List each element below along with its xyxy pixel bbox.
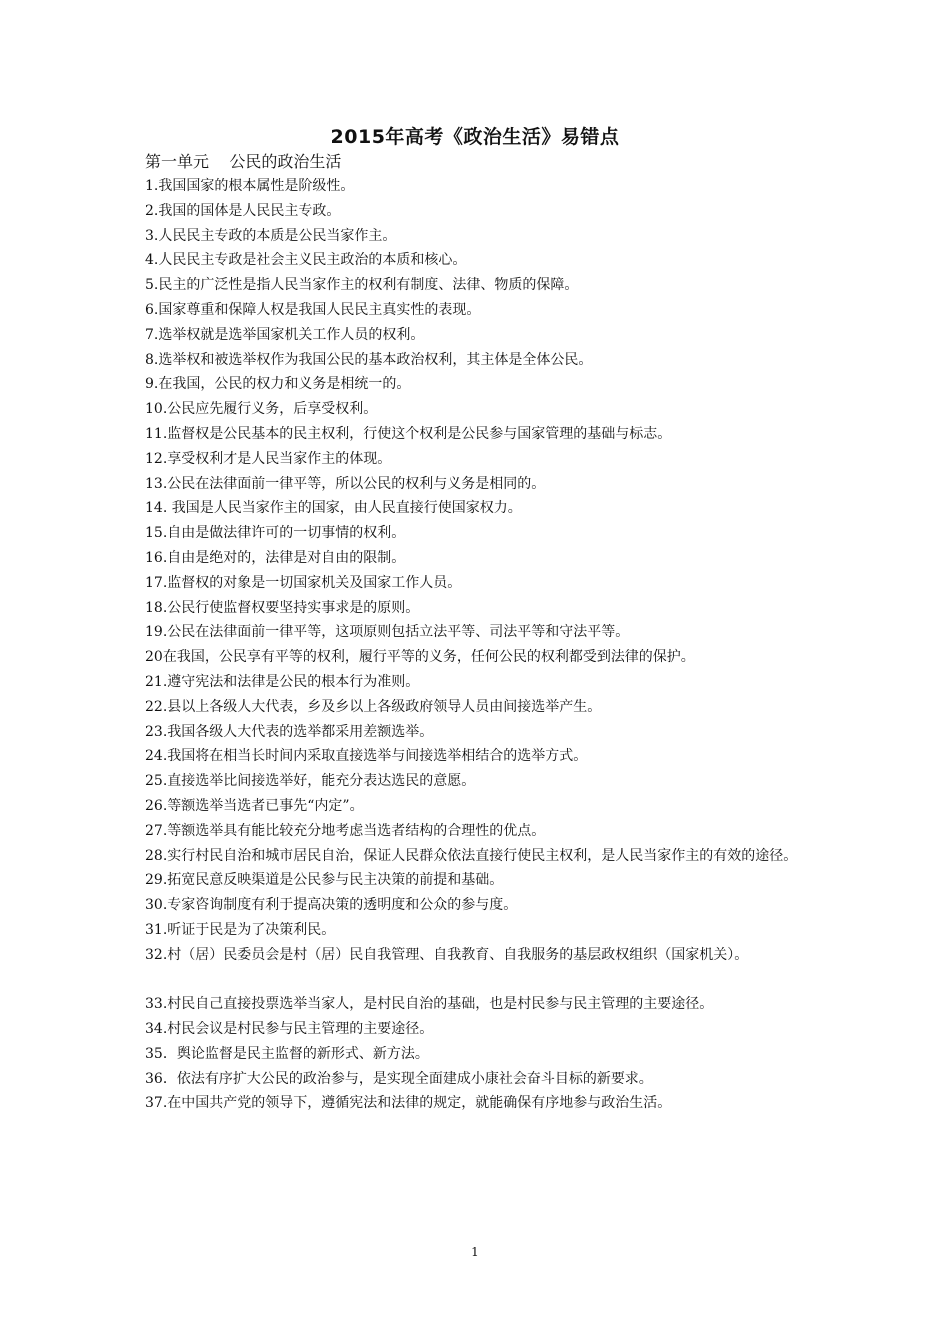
list-item: 1.我国国家的根本属性是阶级性。 — [145, 178, 355, 194]
list-item: 37.在中国共产党的领导下，遵循宪法和法律的规定，就能确保有序地参与政治生活。 — [145, 1095, 672, 1112]
list-item: 11.监督权是公民基本的民主权利，行使这个权利是公民参与国家管理的基础与标志。 — [145, 425, 672, 442]
list-item: 32.村（居）民委员会是村（居）民自我管理、自我教育、自我服务的基层政权组织（国家机关）。 — [145, 946, 749, 963]
list-item: 22.县以上各级人大代表，乡及乡以上各级政府领导人员由间接选举产生。 — [145, 698, 602, 715]
list-item: 31.听证于民是为了决策利民。 — [145, 921, 336, 938]
list-item: 29.拓宽民意反映渠道是公民参与民主决策的前提和基础。 — [145, 872, 504, 889]
list-item: 24.我国将在相当长时间内采取直接选举与间接选举相结合的选举方式。 — [145, 748, 588, 765]
error-point-list — [145, 174, 825, 1116]
list-item: 6.国家尊重和保障人权是我国人民民主真实性的表现。 — [145, 301, 481, 318]
list-item: 20在我国，公民享有平等的权利，履行平等的义务，任何公民的权利都受到法律的保护。 — [145, 649, 695, 666]
list-item: 5.民主的广泛性是指人民当家作主的权利有制度、法律、物质的保障。 — [145, 277, 579, 294]
list-item: 30.专家咨询制度有利于提高决策的透明度和公众的参与度。 — [145, 897, 518, 914]
list-item: 4.人民民主专政是社会主义民主政治的本质和核心。 — [145, 252, 467, 269]
list-item: 36．依法有序扩大公民的政治参与，是实现全面建成小康社会奋斗目标的新要求。 — [145, 1070, 653, 1087]
list-item: 7.选举权就是选举国家机关工作人员的权利。 — [145, 326, 425, 343]
list-item: 14. 我国是人民当家作主的国家，由人民直接行使国家权力。 — [145, 500, 522, 517]
list-item: 15.自由是做法律许可的一切事情的权利。 — [145, 525, 406, 542]
list-item: 34.村民会议是村民参与民主管理的主要途径。 — [145, 1021, 434, 1038]
list-item: 35．舆论监督是民主监督的新形式、新方法。 — [145, 1045, 429, 1062]
list-item: 8.选举权和被选举权作为我国公民的基本政治权利，其主体是全体公民。 — [145, 351, 593, 368]
list-item: 13.公民在法律面前一律平等，所以公民的权利与义务是相同的。 — [145, 475, 546, 492]
list-item: 3.人民民主专政的本质是公民当家作主。 — [145, 227, 397, 244]
list-item: 27.等额选举具有能比较充分地考虑当选者结构的合理性的优点。 — [145, 822, 546, 839]
list-item: 10.公民应先履行义务，后享受权利。 — [145, 401, 378, 418]
list-item: 2.我国的国体是人民民主专政。 — [145, 202, 341, 219]
section-heading: 第一单元 公民的政治生活 — [145, 152, 342, 171]
list-item: 28.实行村民自治和城市居民自治，保证人民群众依法直接行使民主权利，是人民当家作主的有效的途径。 — [145, 847, 798, 864]
list-item: 12.享受权利才是人民当家作主的体现。 — [145, 450, 392, 467]
list-item: 18.公民行使监督权要坚持实事求是的原则。 — [145, 599, 420, 616]
list-item: 33.村民自己直接投票选举当家人，是村民自治的基础，也是村民参与民主管理的主要途径。 — [145, 996, 714, 1013]
list-item: 26.等额选举当选者已事先“内定”。 — [145, 797, 364, 814]
list-item: 16.自由是绝对的，法律是对自由的限制。 — [145, 549, 406, 566]
list-item: 23.我国各级人大代表的选举都采用差额选举。 — [145, 723, 434, 740]
list-item: 25.直接选举比间接选举好，能充分表达选民的意愿。 — [145, 773, 476, 790]
blank-line — [145, 968, 825, 993]
document-title: 2015年高考《政治生活》易错点 — [330, 126, 620, 148]
list-item: 9.在我国，公民的权力和义务是相统一的。 — [145, 376, 411, 393]
list-item: 21.遵守宪法和法律是公民的根本行为准则。 — [145, 673, 420, 690]
list-item: 19.公民在法律面前一律平等，这项原则包括立法平等、司法平等和守法平等。 — [145, 624, 630, 641]
list-item: 17.监督权的对象是一切国家机关及国家工作人员。 — [145, 574, 462, 591]
page-number: 1 — [471, 1245, 479, 1259]
